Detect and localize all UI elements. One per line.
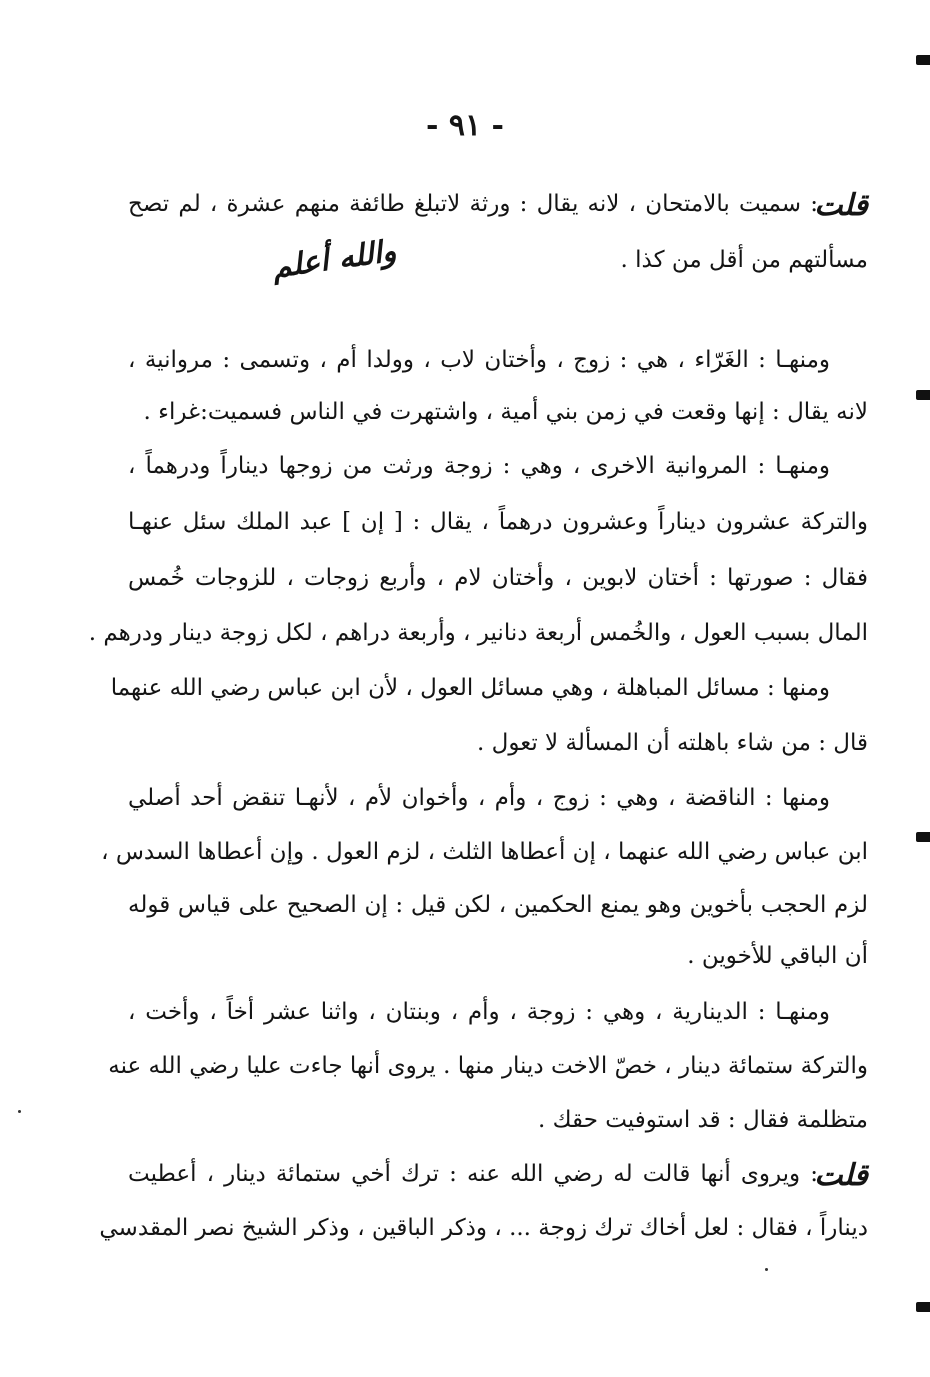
scan-edge-mark	[916, 390, 930, 400]
qult-label: قلت	[814, 188, 868, 223]
text-line: لزم الحجب بأخوين وهو يمنع الحكمين ، لكن قيل : إن الصحيح على قياس قوله	[128, 892, 868, 918]
text-line: ابن عباس رضي الله عنهما ، إن أعطاها الثلث ، لزم العول . وإن أعطاها السدس ،	[101, 839, 868, 865]
text-line: المال بسبب العول ، والخُمس أربعة دنانير ، وأربعة دراهم ، لكل زوجة دينار ودرهم .	[88, 620, 868, 646]
text-line: مسألتهم من أقل من كذا .	[620, 247, 868, 273]
text-line: ديناراً ، فقال : لعل أخاك ترك زوجة ... ، وذكر الباقين ، وذكر الشيخ نصر المقدسي	[99, 1215, 868, 1241]
text-line: قال : من شاء باهلته أن المسألة لا تعول .	[477, 730, 868, 756]
text-line: والتركة عشرون ديناراً وعشرون درهماً ، يقال : [ إن ] عبد الملك سئل عنهـا	[128, 509, 868, 535]
page-number: - ٩١ -	[425, 108, 505, 143]
text-line: ومنها : الناقضة ، وهي : زوج ، وأم ، وأخوان لأم ، لأنهـا تنقض أحد أصلي	[128, 785, 830, 811]
text-line: ومنهـا : الدينارية ، وهي : زوجة ، وأم ، وبنتان ، واثنا عشر أخاً ، وأخت ،	[128, 999, 830, 1025]
scan-edge-mark	[916, 832, 930, 842]
wallah-alam: والله أعلم	[270, 233, 399, 286]
text-line: : سميت بالامتحان ، لانه يقال : ورثة لاتبلغ طائفة منهم عشرة ، لم تصح	[128, 191, 818, 217]
scan-speck	[18, 1110, 21, 1113]
qult-label: قلت	[814, 1158, 868, 1193]
text-line: ومنهـا : الغَرّاء ، هي : زوج ، وأختان لاب ، وولدا أم ، وتسمى : مروانية ،	[128, 347, 830, 373]
scan-edge-mark	[916, 55, 930, 65]
text-line: متظلمة فقال : قد استوفيت حقك .	[538, 1107, 868, 1133]
text-line: فقال : صورتها : أختان لابوين ، وأختان لام ، وأربع زوجات ، للزوجات خُمس	[128, 565, 868, 591]
scan-edge-mark	[916, 1302, 930, 1312]
text-line: ومنها : مسائل المباهلة ، وهي مسائل العول ، لأن ابن عباس رضي الله عنهما	[110, 675, 830, 701]
text-line: لانه يقال : إنها وقعت في زمن بني أمية ، واشتهرت في الناس فسميت:غراء .	[143, 399, 868, 425]
text-line: ومنهـا : المروانية الاخرى ، وهي : زوجة ورثت من زوجها ديناراً ودرهماً ،	[128, 453, 830, 479]
text-line: أن الباقي للأخوين .	[687, 943, 868, 969]
text-line: : ويروى أنها قالت له رضي الله عنه : ترك أخي ستمائة دينار ، أعطيت	[128, 1161, 818, 1187]
scan-speck	[765, 1268, 768, 1271]
text-line: والتركة ستمائة دينار ، خصّ الاخت دينار منها . يروى أنها جاءت عليا رضي الله عنه	[108, 1053, 868, 1079]
